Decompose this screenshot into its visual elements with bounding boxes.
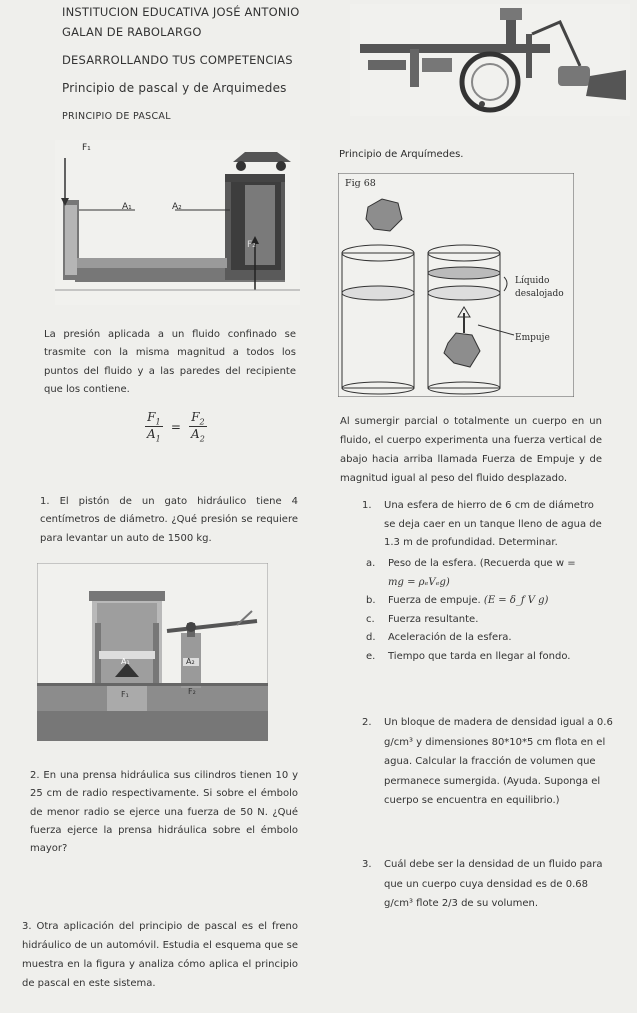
press-label-f1: F₁ bbox=[121, 690, 129, 699]
press-label-a2: A₂ bbox=[186, 657, 195, 666]
label-f2: F₂ bbox=[247, 240, 256, 250]
brake-diagram bbox=[350, 4, 630, 116]
pascal-formula bbox=[145, 410, 207, 444]
press-label-f2: F₂ bbox=[188, 687, 196, 696]
item-b: b. Fuerza de empuje. (E = δ_f V g) bbox=[366, 595, 549, 606]
left-exercise-1: 1. El pistón de un gato hidráulico tiene 4 centímetros de diámetro. ¿Qué presión se requiere para levantar un auto de 1500 kg. bbox=[40, 496, 299, 544]
pascal-definition: La presión aplicada a un fluido confinado se trasmite con la misma magnitud a todos los puntos del fluido y a las paredes del recipiente que los contiene. bbox=[44, 329, 296, 395]
school-name-line2: GALAN DE RABOLARGO bbox=[62, 25, 202, 39]
fig-label: Fig 68 bbox=[345, 178, 376, 189]
arquimedes-definition: Al sumergir parcial o totalmente un cuerpo en un fluido, el cuerpo experimenta una fuerza vertical de abajo hacia arriba llamada Fuerza de Empuje y de magnitud igual al peso del fluido desplazado. bbox=[340, 416, 602, 484]
item-a: a. Peso de la esfera. (Recuerda que w = bbox=[366, 558, 576, 569]
label-desalojado: desalojado bbox=[515, 289, 564, 299]
label-a1: A₁ bbox=[122, 202, 132, 212]
item-a-formula: mg = ρₑVₑg) bbox=[388, 576, 450, 588]
item-c: c. Fuerza resultante. bbox=[366, 613, 479, 625]
item-d: d. Aceleración de la esfera. bbox=[366, 632, 512, 643]
school-name-line1: INSTITUCION EDUCATIVA JOSÉ ANTONIO bbox=[62, 5, 300, 19]
fraction-left: $\frac{F_1}{A_1}$ bbox=[147, 410, 161, 444]
right-exercise-1: 1. Una esfera de hierro de 6 cm de diámetro se deja caer en un tanque lleno de agua de 1.3 m de profundidad. Determinar. bbox=[362, 500, 602, 548]
left-exercise-3: 3. Otra aplicación del principio de pascal es el freno hidráulico de un automóvil. Estudia el esquema que se muestra en la figura y analiza cómo aplica el principio de pascal en este sistema. bbox=[22, 921, 298, 989]
label-empuje: Empuje bbox=[515, 333, 550, 343]
subject-title: Principio de pascal y de Arquimedes bbox=[62, 81, 287, 95]
pascal-vessel-figure bbox=[55, 140, 300, 305]
label-a2: A₂ bbox=[172, 202, 182, 212]
press-label-a1: A₁ bbox=[121, 657, 130, 666]
left-exercise-2: 2. En una prensa hidráulica sus cilindros tienen 10 y 25 cm de radio respectivamente. Si sobre el émbolo de menor radio se ejerce una fuerza de 50 N. ¿Qué fuerza ejerce la prensa hidráulica sobre el émbolo mayor? bbox=[30, 770, 298, 855]
label-liquido: Líquido bbox=[515, 276, 550, 286]
item-e: e. Tiempo que tarda en llegar al fondo. bbox=[366, 650, 571, 662]
fraction-right: $\frac{F_2}{A_2}$ bbox=[191, 410, 205, 444]
right-exercise-2: 2. Un bloque de madera de densidad igual a 0.6 g/cm³ y dimensiones 80*10*5 cm flota en el agua. Calcular la fracción de volumen que permanece sumergida. (Ayuda. Suponga el cuerpo se encuentra en equilibrio.) bbox=[362, 717, 613, 806]
section-pascal-title: PRINCIPIO DE PASCAL bbox=[62, 111, 171, 122]
hydraulic-press-figure bbox=[37, 563, 268, 741]
label-f1: F₁ bbox=[82, 143, 91, 153]
right-exercise-1-items bbox=[366, 555, 606, 666]
equals-sign: = bbox=[170, 419, 181, 434]
arquimedes-title: Principio de Arquímedes. bbox=[339, 149, 464, 160]
right-exercise-3: 3. Cuál debe ser la densidad de un fluido para que un cuerpo cuya densidad es de 0.68 g/cm³ flote 2/3 de su volumen. bbox=[362, 859, 603, 909]
program-title: DESARROLLANDO TUS COMPETENCIAS bbox=[62, 53, 293, 67]
